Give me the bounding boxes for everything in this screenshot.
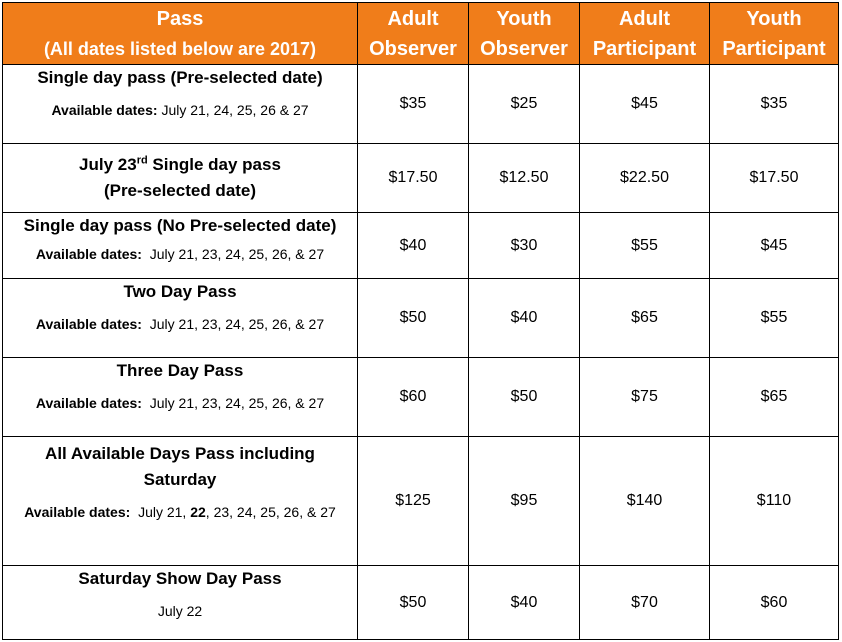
- price-adult-observer: $60: [358, 358, 469, 437]
- available-dates-value: July 21, 23, 24, 25, 26, & 27: [149, 316, 325, 332]
- header-pass-title: Pass: [156, 7, 204, 30]
- price-youth-participant: $60: [710, 566, 839, 640]
- header-label: Participant: [722, 37, 826, 60]
- price-youth-observer: $25: [469, 65, 580, 144]
- pass-cell: [3, 358, 358, 437]
- header-row: [3, 3, 839, 65]
- table-row: [3, 213, 839, 279]
- pass-name: Two Day Pass: [123, 282, 237, 301]
- pass-name-sup: rd: [136, 154, 148, 167]
- price-youth-observer: $40: [469, 566, 580, 640]
- table-row: [3, 437, 839, 566]
- header-adult-observer: [358, 3, 469, 65]
- pass-cell: [3, 144, 358, 213]
- price-youth-participant: $35: [710, 65, 839, 144]
- price-adult-participant: $140: [580, 437, 710, 566]
- price-adult-participant: $55: [580, 213, 710, 279]
- available-dates-label: Available dates:: [51, 102, 158, 118]
- header-label: Observer: [480, 37, 568, 60]
- available-dates-value: July 21, 23, 24, 25, 26, & 27: [149, 395, 325, 411]
- pass-name: Saturday Show Day Pass: [78, 569, 282, 588]
- header-youth-participant: [710, 3, 839, 65]
- price-youth-observer: $40: [469, 279, 580, 358]
- pass-name-part: Single day pass: [147, 155, 281, 174]
- price-adult-observer: $125: [358, 437, 469, 566]
- pass-name-part: July 23: [79, 155, 137, 174]
- table-header: [3, 3, 839, 65]
- table-row: [3, 144, 839, 213]
- pass-pricing-table: [2, 2, 839, 640]
- available-dates-value: July 21, 24, 25, 26 & 27: [161, 102, 309, 118]
- pass-cell: [3, 213, 358, 279]
- available-dates-label: Available dates:: [35, 246, 142, 262]
- price-adult-observer: $50: [358, 279, 469, 358]
- pass-name: Three Day Pass: [116, 361, 244, 380]
- header-label: Adult: [618, 7, 671, 30]
- available-dates-label: Available dates:: [24, 504, 131, 520]
- pass-name: All Available Days Pass including Saturday: [45, 444, 315, 489]
- price-youth-participant: $17.50: [710, 144, 839, 213]
- available-dates-value: July 21, 23, 24, 25, 26, & 27: [149, 246, 325, 262]
- pass-name-line2: (Pre-selected date): [103, 181, 257, 200]
- header-youth-observer: [469, 3, 580, 65]
- available-dates-label: Available dates:: [35, 316, 142, 332]
- available-dates: [7, 313, 353, 335]
- price-youth-participant: $55: [710, 279, 839, 358]
- table-row: [3, 279, 839, 358]
- header-pass-subtitle: (All dates listed below are 2017): [43, 38, 317, 59]
- pass-name: [7, 152, 353, 178]
- pass-date: July 22: [157, 603, 203, 619]
- available-dates: [7, 99, 353, 121]
- available-dates-highlight: 22: [190, 504, 206, 520]
- header-label: Youth: [746, 7, 802, 30]
- available-dates-pre: July 21,: [138, 504, 191, 520]
- pass-cell: [3, 65, 358, 144]
- price-adult-observer: $17.50: [358, 144, 469, 213]
- pass-cell: [3, 566, 358, 640]
- header-label: Participant: [592, 37, 697, 60]
- price-adult-observer: $50: [358, 566, 469, 640]
- available-dates: [7, 243, 353, 265]
- price-youth-observer: $30: [469, 213, 580, 279]
- header-label: Adult: [387, 7, 439, 30]
- header-label: Youth: [496, 7, 552, 30]
- pass-name: Single day pass (Pre-selected date): [37, 68, 323, 87]
- table-row: [3, 65, 839, 144]
- price-adult-observer: $40: [358, 213, 469, 279]
- price-youth-observer: $12.50: [469, 144, 580, 213]
- table-row: [3, 358, 839, 437]
- price-adult-participant: $22.50: [580, 144, 710, 213]
- price-youth-observer: $95: [469, 437, 580, 566]
- header-label: Observer: [369, 37, 457, 60]
- price-adult-participant: $70: [580, 566, 710, 640]
- price-youth-participant: $110: [710, 437, 839, 566]
- header-pass: [3, 3, 358, 65]
- price-youth-observer: $50: [469, 358, 580, 437]
- table-row: [3, 566, 839, 640]
- price-adult-participant: $45: [580, 65, 710, 144]
- price-adult-participant: $75: [580, 358, 710, 437]
- available-dates-label: Available dates:: [35, 395, 142, 411]
- price-youth-participant: $45: [710, 213, 839, 279]
- price-adult-observer: $35: [358, 65, 469, 144]
- available-dates-post: , 23, 24, 25, 26, & 27: [205, 504, 336, 520]
- table-body: [3, 65, 839, 640]
- header-adult-participant: [580, 3, 710, 65]
- available-dates: [7, 392, 353, 414]
- pass-cell: [3, 279, 358, 358]
- price-adult-participant: $65: [580, 279, 710, 358]
- available-dates: [7, 501, 353, 523]
- pass-cell: [3, 437, 358, 566]
- pass-name: Single day pass (No Pre-selected date): [23, 216, 337, 235]
- price-youth-participant: $65: [710, 358, 839, 437]
